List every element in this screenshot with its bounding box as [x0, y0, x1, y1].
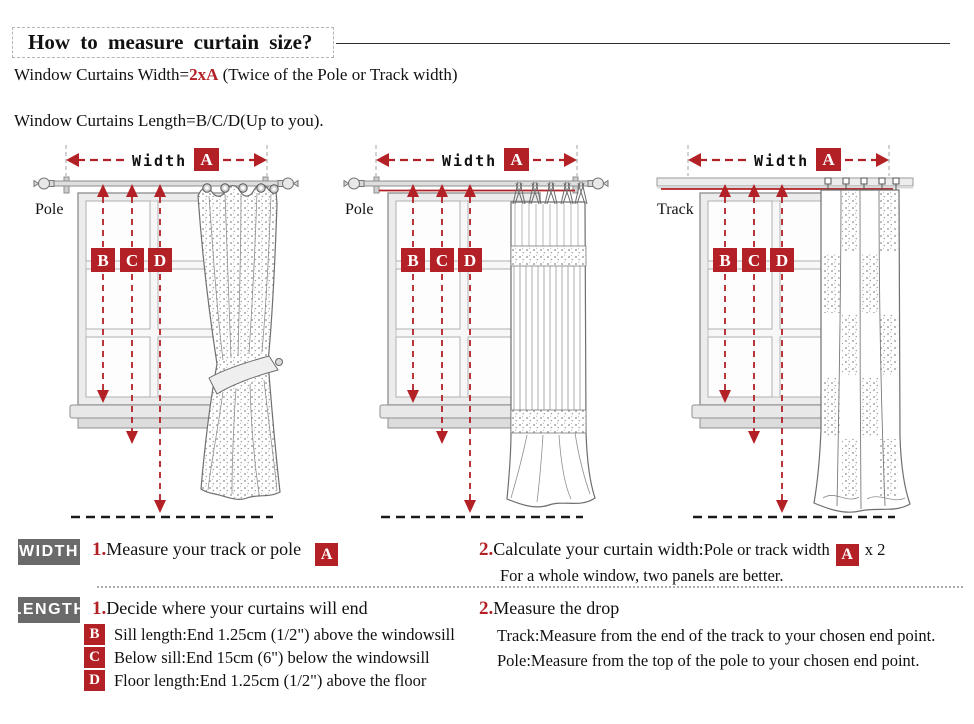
- width-formula-highlight: 2xA: [189, 65, 219, 84]
- length-step-2-text: Measure the drop: [493, 598, 620, 618]
- length-step-1-text: Decide where your curtains will end: [106, 598, 368, 618]
- letter-d-chip: D: [84, 670, 105, 691]
- curtain-hook: [879, 178, 885, 184]
- drop-letter-chips: [401, 248, 482, 272]
- length-step-1: [92, 598, 368, 620]
- width-label: Width: [132, 152, 188, 170]
- window-pane: [396, 337, 460, 397]
- curtain-measure-illustration: [33, 142, 333, 522]
- width-label: Width: [442, 152, 498, 170]
- fabric-band: [511, 410, 586, 433]
- hardware-label: Track: [657, 201, 694, 218]
- width-formula: [14, 65, 458, 85]
- svg-text:D: D: [775, 251, 789, 270]
- width-arrow: [688, 148, 889, 171]
- svg-text:D: D: [153, 251, 167, 270]
- curtain-measure-illustration: [343, 142, 643, 522]
- step-number: 1.: [92, 598, 107, 619]
- check-block: [824, 253, 840, 313]
- check-block: [842, 439, 859, 496]
- svg-text:D: D: [463, 251, 477, 270]
- svg-text:A: A: [510, 150, 523, 169]
- length-step-2: [479, 598, 619, 620]
- window-pane: [708, 269, 772, 329]
- curtain-measure-illustration: [655, 142, 955, 522]
- curtain-hook: [825, 178, 831, 184]
- diagram-pole-tabtop-curtain: [343, 142, 643, 522]
- check-block: [824, 377, 840, 437]
- length-option-sill-text: Sill length:End 1.25cm (1/2") above the windowsill: [114, 624, 455, 644]
- width-step-2-text: Calculate your curtain width:: [493, 539, 704, 559]
- window-pane: [708, 337, 772, 397]
- length-option-sill: [84, 624, 455, 645]
- window-pane: [86, 337, 150, 397]
- length-option-floor: [84, 670, 426, 691]
- length-section-label: LENGTH: [18, 597, 80, 623]
- hardware-label: Pole: [345, 201, 374, 218]
- width-step-2-note: For a whole window, two panels are better.: [500, 566, 784, 585]
- curtain-hook: [893, 178, 899, 184]
- svg-text:B: B: [407, 251, 419, 270]
- length-option-below-sill-text: Below sill:End 15cm (6") below the windowsill: [114, 647, 430, 667]
- svg-text:C: C: [747, 251, 761, 270]
- check-block: [880, 315, 898, 375]
- width-formula-suffix: (Twice of the Pole or Track width): [218, 65, 458, 84]
- diagram-track-hook-curtain: [655, 142, 955, 522]
- dotted-divider: [97, 586, 963, 588]
- svg-text:B: B: [719, 251, 731, 270]
- width-step-1: [92, 539, 338, 566]
- curtain-tabtop-panel: [507, 182, 595, 507]
- width-step-2: [479, 539, 885, 566]
- width-step-2-suffix: x 2: [864, 540, 886, 559]
- width-label: Width: [754, 152, 810, 170]
- hardware-label: Pole: [35, 201, 64, 218]
- step-number: 2.: [479, 598, 494, 619]
- letter-a-chip: A: [836, 544, 859, 566]
- step-number: 1.: [92, 539, 107, 560]
- curtain-hook-panel: [814, 178, 910, 512]
- drop-measure-track-line: Track:Measure from the end of the track to your chosen end point.: [497, 626, 936, 645]
- width-step-1-text: Measure your track or pole: [106, 539, 302, 559]
- fabric-band: [511, 246, 586, 266]
- svg-text:B: B: [97, 251, 109, 270]
- check-block: [842, 191, 859, 251]
- step-number: 2.: [479, 539, 494, 560]
- check-block: [861, 377, 878, 437]
- length-formula: Window Curtains Length=B/C/D(Up to you).: [14, 111, 324, 130]
- title-rule-line: [336, 43, 950, 44]
- check-block: [861, 253, 878, 313]
- window-pane: [86, 269, 150, 329]
- width-arrow: [376, 148, 577, 171]
- length-option-floor-text: Floor length:End 1.25cm (1/2") above the floor: [114, 670, 427, 690]
- drop-measure-pole-line: Pole:Measure from the top of the pole to your chosen end point.: [497, 651, 920, 670]
- letter-b-chip: B: [84, 624, 105, 645]
- diagram-pole-grommet-curtain: [33, 142, 333, 522]
- svg-text:A: A: [200, 150, 213, 169]
- drop-letter-chips: [91, 248, 172, 272]
- check-block: [842, 315, 859, 375]
- letter-c-chip: C: [84, 647, 105, 668]
- tieback-knob: [276, 359, 283, 366]
- width-step-2-subtext: Pole or track width: [703, 540, 830, 559]
- curtain-track: [657, 178, 913, 189]
- svg-text:C: C: [435, 251, 449, 270]
- length-option-below-sill: [84, 647, 430, 668]
- window-pane: [396, 269, 460, 329]
- page-title: How to measure curtain size?: [28, 30, 313, 54]
- title-box: [12, 27, 334, 58]
- svg-text:A: A: [822, 150, 835, 169]
- width-arrow: [66, 148, 267, 171]
- check-block: [880, 191, 898, 251]
- drop-letter-chips: [713, 248, 794, 272]
- width-formula-prefix: Window Curtains Width=: [14, 65, 190, 84]
- curtain-hook: [861, 178, 867, 184]
- width-section-label: WIDTH: [18, 539, 80, 565]
- letter-a-chip: A: [315, 543, 338, 566]
- curtain-hook: [843, 178, 849, 184]
- svg-text:C: C: [125, 251, 139, 270]
